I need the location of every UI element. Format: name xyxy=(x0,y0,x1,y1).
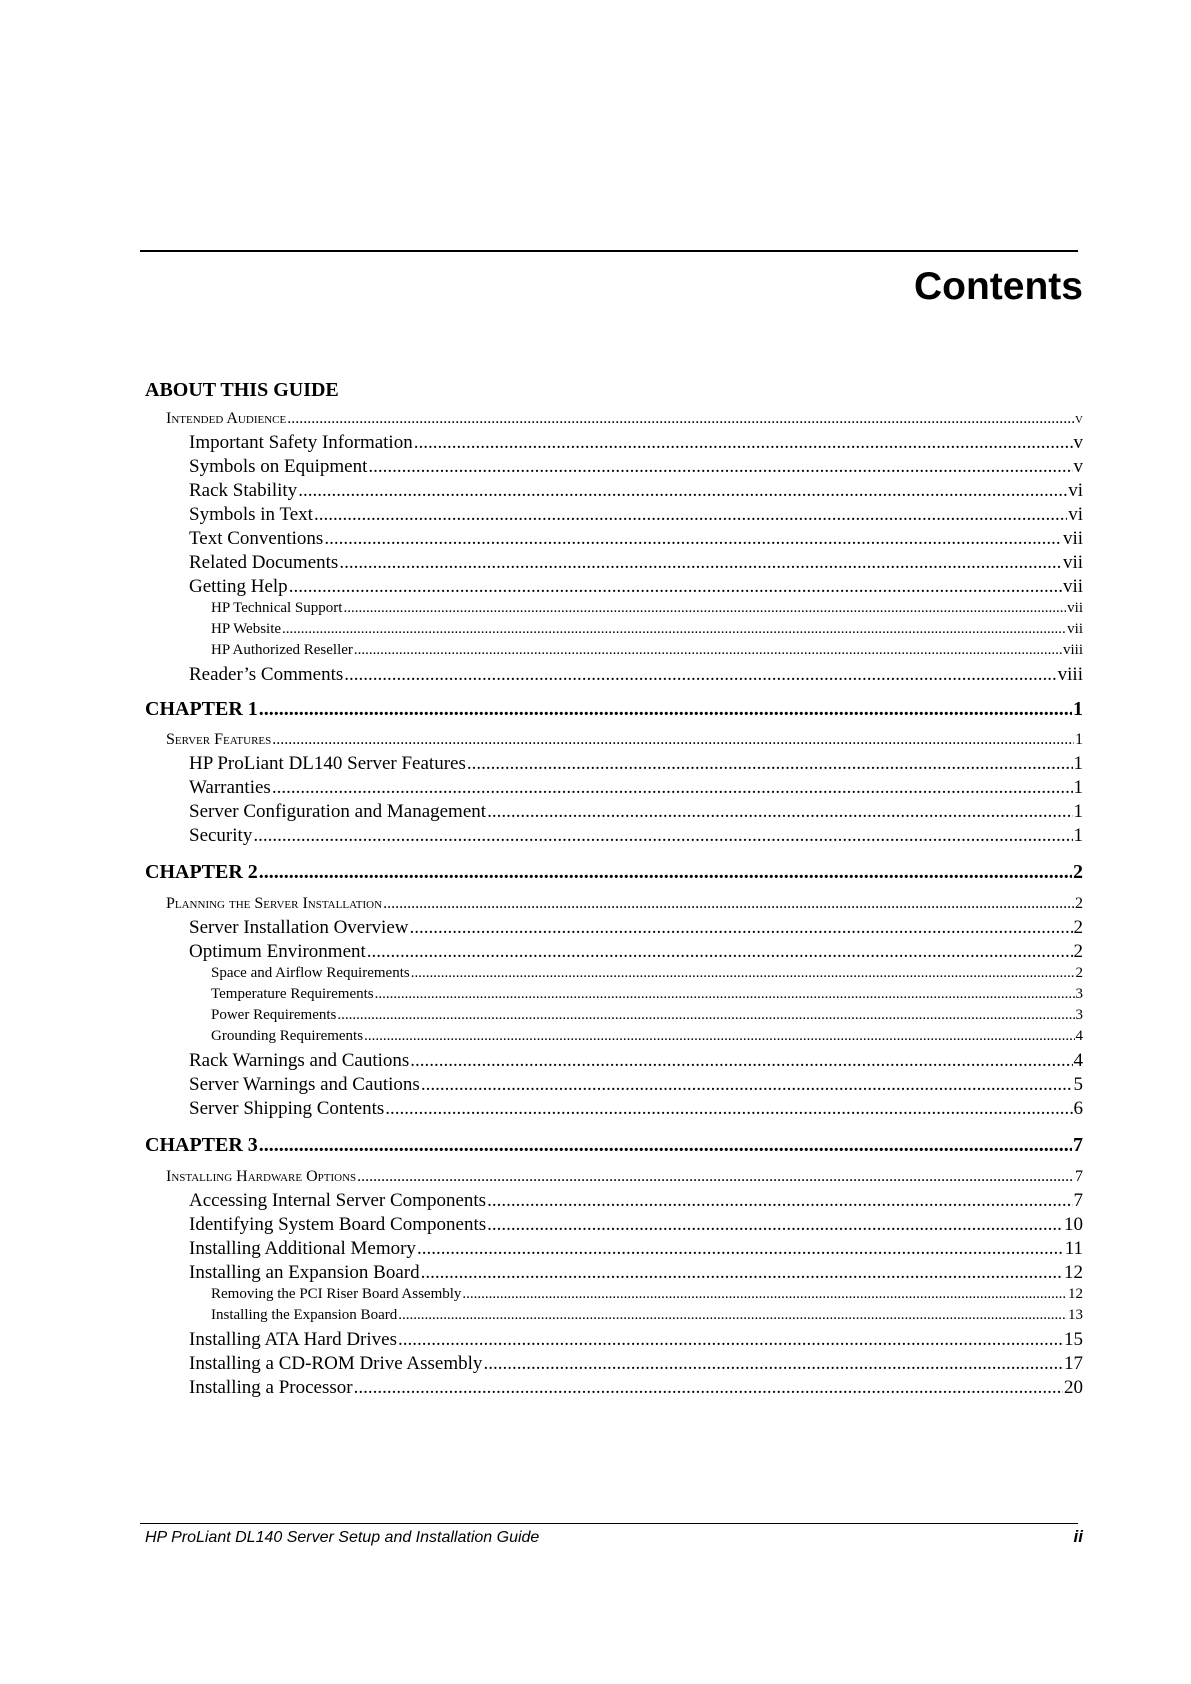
toc-entry-installing-ata-hard-drives[interactable]: Installing ATA Hard Drives ..... 15 xyxy=(189,1328,1083,1351)
toc-entry-security[interactable]: Security ..... 1 xyxy=(189,824,1083,847)
toc-entry-intended-audience[interactable]: Intended Audience ..... v xyxy=(166,409,1083,429)
footer-document-title: HP ProLiant DL140 Server Setup and Installation Guide xyxy=(145,1529,540,1546)
toc-entry-server-warnings-and-cautions[interactable]: Server Warnings and Cautions ..... 5 xyxy=(189,1073,1083,1096)
toc-entry-accessing-internal-server-components[interactable]: Accessing Internal Server Components ..... 7 xyxy=(189,1189,1083,1212)
toc-entry-installing-a-cd-rom-drive-assembly[interactable]: Installing a CD-ROM Drive Assembly ..... 17 xyxy=(189,1352,1083,1375)
toc-entry-installing-a-processor[interactable]: Installing a Processor ..... 20 xyxy=(189,1376,1083,1399)
toc-entry-hp-technical-support[interactable]: HP Technical Support ..... vii xyxy=(211,599,1083,617)
toc-entry-installing-additional-memory[interactable]: Installing Additional Memory ..... 11 xyxy=(189,1237,1083,1260)
footer-page-number: ii xyxy=(1073,1527,1083,1546)
toc-chapter-3[interactable]: CHAPTER 3 ..... 7 xyxy=(145,1133,1083,1157)
toc-entry-readers-comments[interactable]: Reader’s Comments ..... viii xyxy=(189,663,1083,686)
toc-entry-rack-warnings-and-cautions[interactable]: Rack Warnings and Cautions ..... 4 xyxy=(189,1049,1083,1072)
toc-entry-optimum-environment[interactable]: Optimum Environment ..... 2 xyxy=(189,940,1083,963)
toc-entry-planning-the-server-installation[interactable]: Planning the Server Installation ..... 2 xyxy=(166,894,1083,914)
toc-entry-server-configuration-and-management[interactable]: Server Configuration and Management ..... 1 xyxy=(189,800,1083,823)
toc-entry-symbols-on-equipment[interactable]: Symbols on Equipment ..... v xyxy=(189,455,1083,478)
toc-entry-server-shipping-contents[interactable]: Server Shipping Contents ..... 6 xyxy=(189,1097,1083,1120)
toc-entry-warranties[interactable]: Warranties ..... 1 xyxy=(189,776,1083,799)
toc-entry-getting-help[interactable]: Getting Help ..... vii xyxy=(189,575,1083,598)
toc-entry-server-installation-overview[interactable]: Server Installation Overview ..... 2 xyxy=(189,916,1083,939)
toc-entry-important-safety-information[interactable]: Important Safety Information ..... v xyxy=(189,431,1083,454)
toc-entry-space-and-airflow-requirements[interactable]: Space and Airflow Requirements ..... 2 xyxy=(211,964,1083,982)
footer-rule xyxy=(140,1523,1078,1524)
toc-entry-related-documents[interactable]: Related Documents ..... vii xyxy=(189,551,1083,574)
toc-entry-installing-hardware-options[interactable]: Installing Hardware Options ..... 7 xyxy=(166,1167,1083,1187)
toc-entry-removing-the-pci-riser-board-assembly[interactable]: Removing the PCI Riser Board Assembly ..... 12 xyxy=(211,1285,1083,1303)
header-rule xyxy=(140,250,1078,252)
toc-entry-installing-the-expansion-board[interactable]: Installing the Expansion Board ..... 13 xyxy=(211,1306,1083,1324)
toc-entry-temperature-requirements[interactable]: Temperature Requirements ..... 3 xyxy=(211,985,1083,1003)
toc-entry-symbols-in-text[interactable]: Symbols in Text ..... vi xyxy=(189,503,1083,526)
toc-entry-installing-an-expansion-board[interactable]: Installing an Expansion Board ..... 12 xyxy=(189,1261,1083,1284)
toc-entry-power-requirements[interactable]: Power Requirements ..... 3 xyxy=(211,1006,1083,1024)
toc-chapter-1[interactable]: CHAPTER 1 ..... 1 xyxy=(145,697,1083,721)
about-guide-heading: ABOUT THIS GUIDE xyxy=(145,379,339,401)
toc-chapter-2[interactable]: CHAPTER 2 ..... 2 xyxy=(145,860,1083,884)
toc-entry-identifying-system-board-components[interactable]: Identifying System Board Components ..... 10 xyxy=(189,1213,1083,1236)
toc-entry-hp-authorized-reseller[interactable]: HP Authorized Reseller ..... viii xyxy=(211,641,1083,659)
page-title: Contents xyxy=(914,265,1083,308)
toc-entry-hp-website[interactable]: HP Website ..... vii xyxy=(211,620,1083,638)
toc-entry-grounding-requirements[interactable]: Grounding Requirements ..... 4 xyxy=(211,1027,1083,1045)
toc-entry-server-features[interactable]: Server Features ..... 1 xyxy=(166,730,1083,750)
toc-entry-text-conventions[interactable]: Text Conventions ..... vii xyxy=(189,527,1083,550)
toc-entry-hp-proliant-dl140-server-features[interactable]: HP ProLiant DL140 Server Features ..... 1 xyxy=(189,752,1083,775)
toc-entry-rack-stability[interactable]: Rack Stability ..... vi xyxy=(189,479,1083,502)
